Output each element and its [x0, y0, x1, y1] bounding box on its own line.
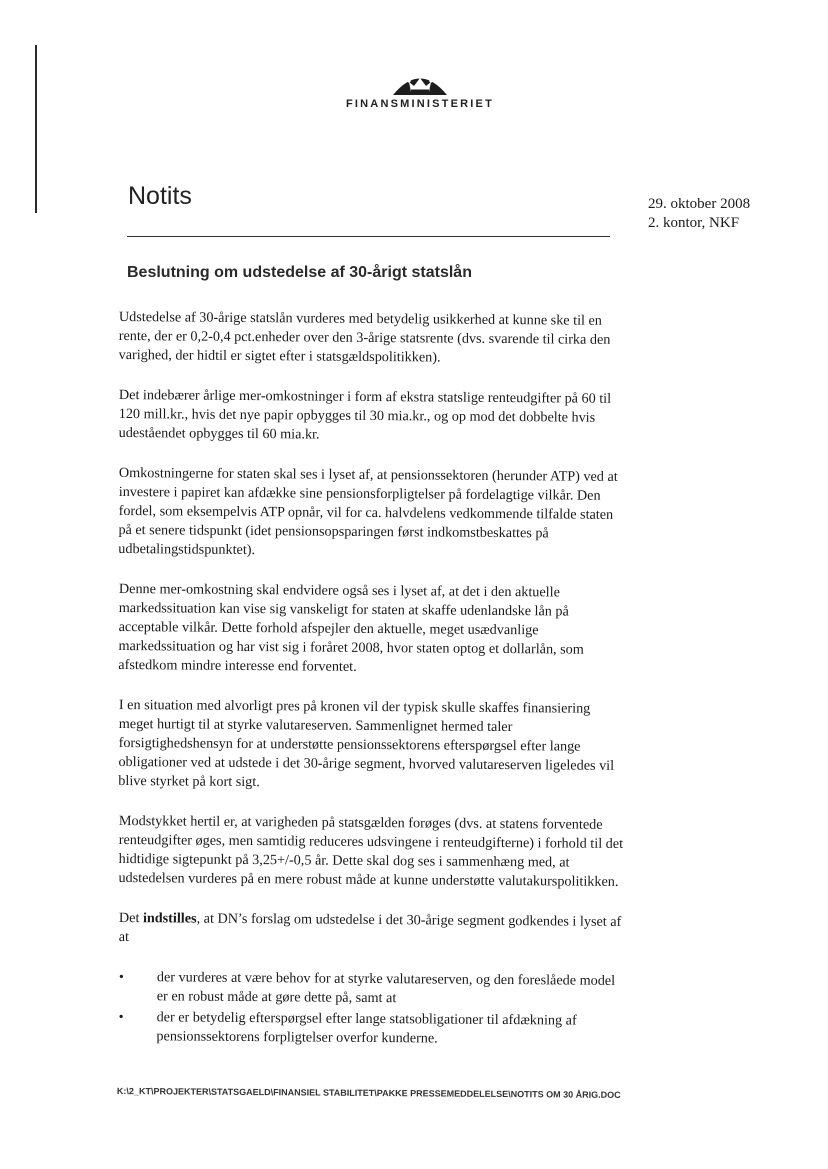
title-divider [127, 236, 610, 237]
bullet-list [118, 968, 624, 1050]
paragraph: Omkostningerne for staten skal ses i lyset af, at pensionssektoren (herunder ATP) ved at investere i papiret kan afdække sine pensionsforpligtelser på fordelagtige vilkår. Den fordel, som eksempelvis ATP opnår, vil for ca. halvdelens vedkommende tilfalde staten på et senere tidspunkt (idet pensionsopsparingen først indkomstbeskattes på udbetalingstidspunktet). [118, 464, 618, 559]
document-date: 29. oktober 2008 [648, 196, 751, 212]
file-path-footer: K:\2_KT\PROJEKTER\STATSGAELD\FINANSIEL STABILITET\PAKKE PRESSEMEDDELELSE\NOTITS OM 30 ÅRIG.DOC [116, 1086, 621, 1100]
list-item-text: der er betydelig efterspørgsel efter lange statsobligationer til afdækning af pensionssektorens forpligtelser overfor kunderne. [156, 1009, 577, 1047]
paragraph: Det indebærer årlige mer-omkostninger i form af ekstra statslige renteudgifter på 60 til 120 mill.kr., hvis det nye papir opbygges til 30 mia.kr., og op mod det dobbelte hvis udeståendet opbygges til 60 mia.kr. [118, 386, 612, 443]
list-item-text: der vurderes at være behov for at styrke valutareserven, og den foreslåede model er en robust måde at gøre dette på, samt at [156, 969, 616, 1007]
bullet-icon: • [118, 1009, 124, 1026]
document-office: 2. kontor, NKF [648, 215, 740, 231]
scan-edge-line [35, 45, 37, 213]
list-item [119, 968, 624, 1010]
ministry-name: FINANSMINISTERIET [345, 98, 494, 110]
ministry-logo [300, 70, 540, 110]
recommendation-bold: indstilles [142, 910, 197, 927]
recommendation-prefix: Det [118, 909, 144, 927]
bullet-icon: • [118, 969, 124, 986]
paragraph: Udstedelse af 30-årige statslån vurderes med betydelig usikkerhed at kunne ske til en rente, der er 0,2-0,4 pct.enheder over den 3-årige statsrente (dvs. svarende til cirka den varighed, der hidtil er sigtet efter i statsgældspolitikken). [118, 308, 611, 366]
paragraph: Modstykket hertil er, at varigheden på statsgælden forøges (dvs. at statens forventede renteudgifter øges, men samtidig reduceres udsvingene i renteudgifterne) i forhold til det hidtidige sigtepunkt på 3,25+/-0,5 år. Dette skal dog ses i sammenhæng med, at udstedelsen vurderes på en mere robust måde at kunne understøtte valutakurspolitikken. [118, 813, 624, 890]
section-heading: Beslutning om udstedelse af 30-årigt statslån [127, 264, 472, 281]
recommendation-paragraph [119, 909, 624, 951]
crown-emblem-icon [391, 70, 449, 96]
document-meta [648, 195, 750, 233]
recommendation-suffix: , at DN’s forslag om udstedelse i det 30-årige segment godkendes i lyset af at [118, 910, 622, 946]
paragraph: Denne mer-omkostning skal endvidere også ses i lyset af, at det i den aktuelle markedssituation kan vise sig vanskeligt for staten at skaffe udenlandske lån på acceptable vilkår. Dette forhold afspejler den aktuelle, meget usædvanlige markedssituation og har vist sig i foråret 2008, hvor staten optog et dollarlån, som afstedkom mindre interesse end forventet. [118, 581, 584, 675]
paragraph: I en situation med alvorligt pres på kronen vil der typisk skulle skaffes finansiering meget hurtigt til at styrke valutareserven. Sammenlignet hermed taler forsigtighedshensyn for at understøtte pensionssektorens efterspørgsel efter lange obligationer ved at udstede i det 30-årige segment, hvorved valutareserven ligeledes vil blive styrket på kort sigt. [118, 697, 615, 791]
document-title: Notits [128, 182, 192, 210]
document-body [119, 308, 624, 1048]
list-item [118, 1008, 623, 1050]
